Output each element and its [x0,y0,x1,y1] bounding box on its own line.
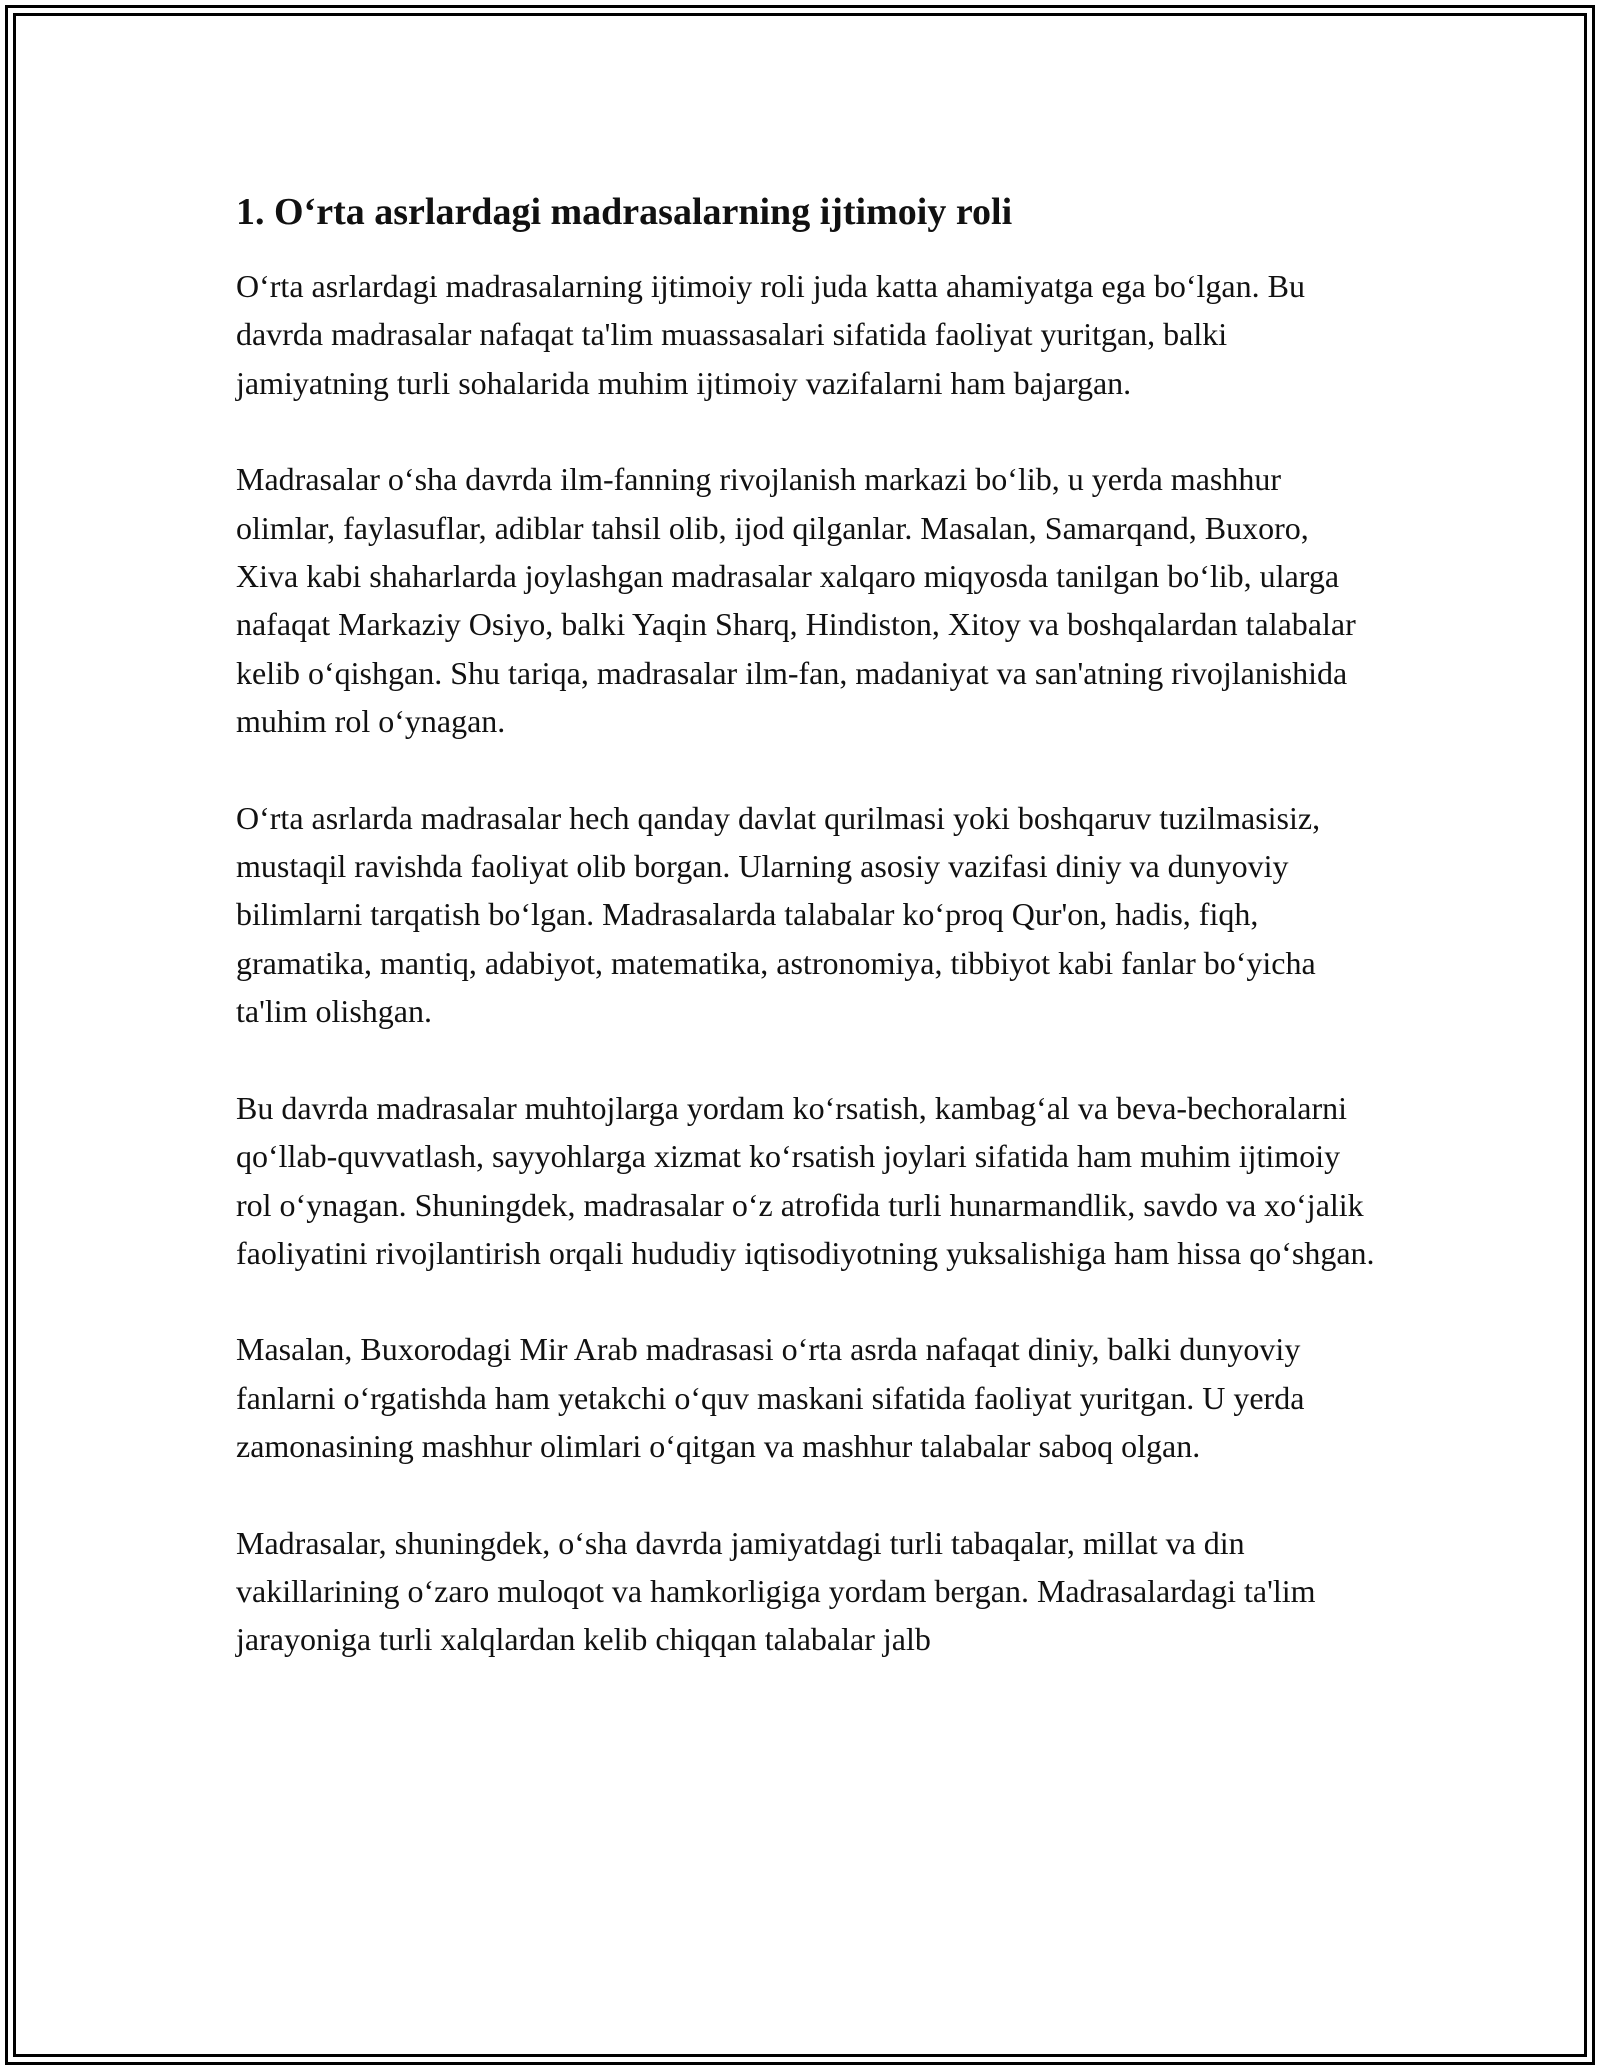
document-body [236,186,1376,1712]
paragraph: Bu davrda madrasalar muhtojlarga yordam ko‘rsatish, kambag‘al va beva-bechoralarni qo‘llab-quvvatlash, sayyohlarga xizmat ko‘rsatish joylari sifatida ham muhim ijtimoiy rol o‘ynagan. Shuningdek, madrasalar o‘z atrofida turli hunarmandlik, savdo va xo‘jalik faoliyatini rivojlantirish orqali hududiy iqtisodiyotning yuksalishiga ham hissa qo‘shgan. [236,1089,1375,1271]
section-heading: 1. O‘rta asrlardagi madrasalarning ijtimoiy roli [236,191,1013,233]
paragraph: Madrasalar o‘sha davrda ilm-fanning rivojlanish markazi bo‘lib, u yerda mashhur olimlar, faylasuflar, adiblar tahsil olib, ijod qilganlar. Masalan, Samarqand, Buxoro, Xiva kabi shaharlarda joylashgan madrasalar xalqaro miqyosda tanilgan bo‘lib, ularga nafaqat Markaziy Osiyo, balki Yaqin Sharq, Hindiston, Xitoy va boshqalardan talabalar kelib o‘qishgan. Shu tariqa, madrasalar ilm-fan, madaniyat va san'atning rivojlanishida muhim rol o‘ynagan. [236,461,1356,740]
paragraph: O‘rta asrlarda madrasalar hech qanday davlat qurilmasi yoki boshqaruv tuzilmasisiz, mustaqil ravishda faoliyat olib borgan. Ularning asosiy vazifasi diniy va dunyoviy bilimlarni tarqatish bo‘lgan. Madrasalarda talabalar ko‘proq Qur'on, hadis, fiqh, gramatika, mantiq, adabiyot, matematika, astronomiya, tibbiyot kabi fanlar bo‘yicha ta'lim olishgan. [236,799,1321,1030]
paragraph: Masalan, Buxorodagi Mir Arab madrasasi o‘rta asrda nafaqat diniy, balki dunyoviy fanlarni o‘rgatishda ham yetakchi o‘quv maskani sifatida faoliyat yuritgan. U yerda zamonasining mashhur olimlari o‘qitgan va mashhur talabalar saboq olgan. [236,1331,1305,1465]
paragraph: Madrasalar, shuningdek, o‘sha davrda jamiyatdagi turli tabaqalar, millat va din vakillarining o‘zaro muloqot va hamkorligiga yordam bergan. Madrasalardagi ta'lim jarayoniga turli xalqlardan kelib chiqqan talabalar jalb [236,1524,1316,1658]
paragraph: O‘rta asrlardagi madrasalarning ijtimoiy roli juda katta ahamiyatga ega bo‘lgan. Bu davrda madrasalar nafaqat ta'lim muassasalari sifatida faoliyat yuritgan, balki jamiyatning turli sohalarida muhim ijtimoiy vazifalarni ham bajargan. [236,268,1305,401]
